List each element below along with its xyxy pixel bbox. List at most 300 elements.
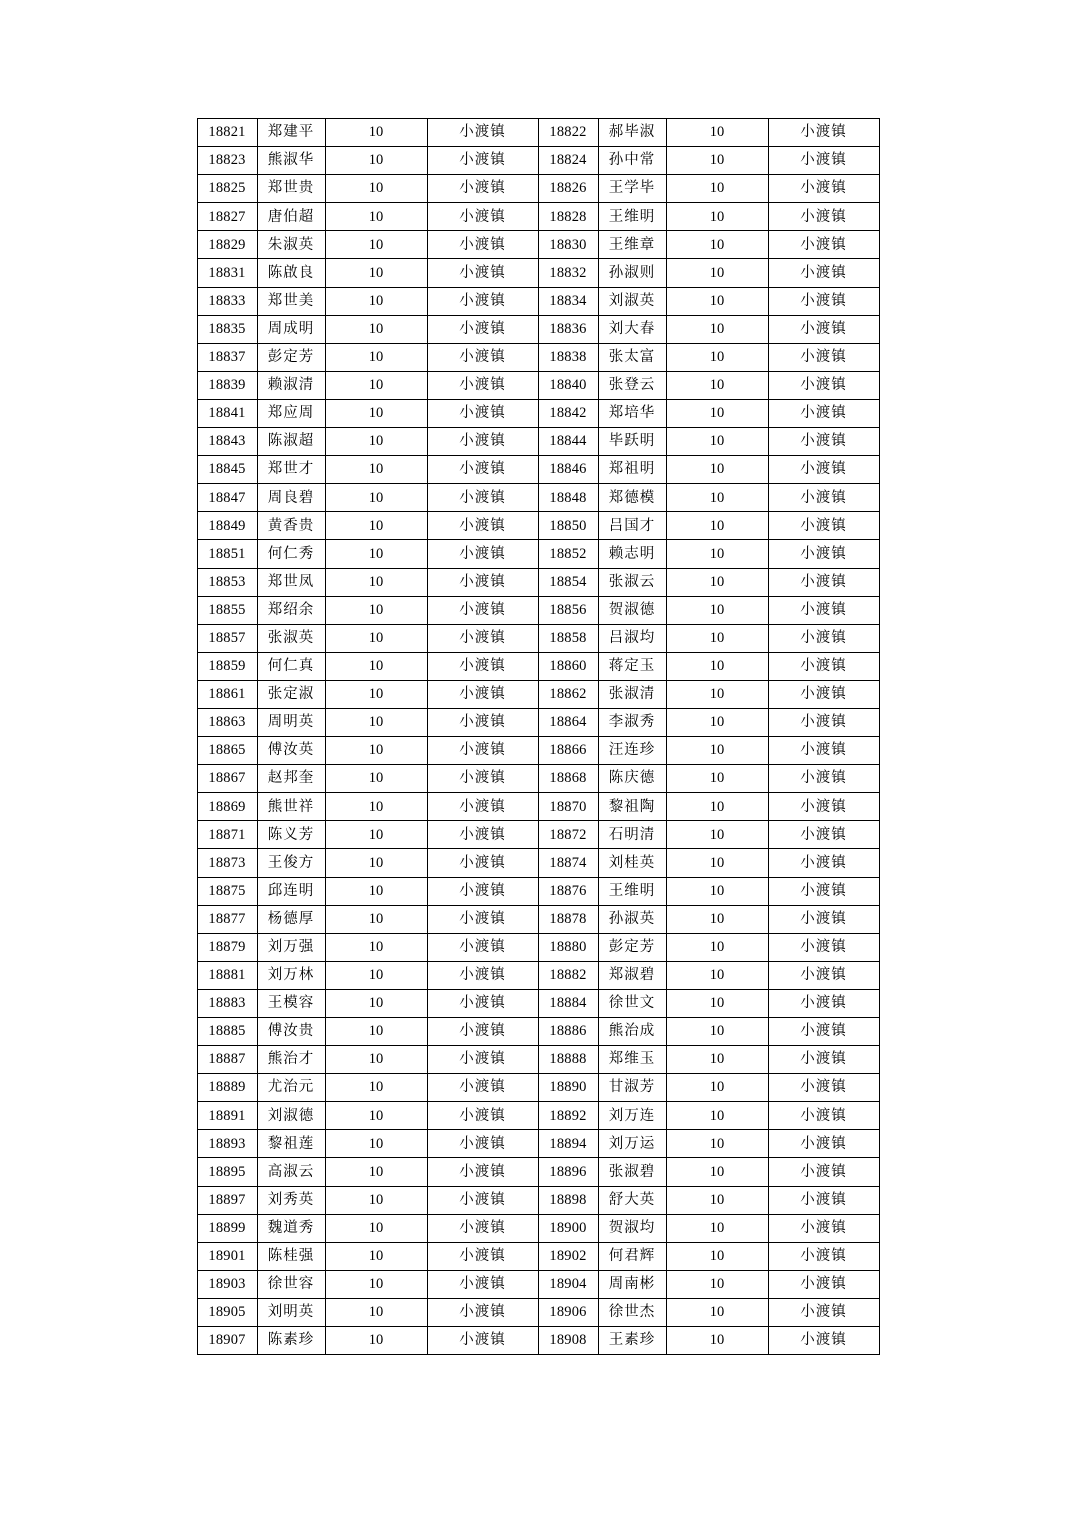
- cell-name: 贺淑均: [598, 1214, 666, 1242]
- cell-name: 陈啟良: [257, 259, 325, 287]
- cell-amount: 10: [325, 1046, 427, 1074]
- cell-amount: 10: [666, 315, 768, 343]
- cell-town: 小渡镇: [768, 399, 879, 427]
- table-row: [197, 1074, 879, 1102]
- cell-amount: 10: [325, 877, 427, 905]
- cell-id: 18864: [538, 708, 598, 736]
- table-row: [197, 1102, 879, 1130]
- cell-amount: 10: [666, 287, 768, 315]
- cell-id: 18832: [538, 259, 598, 287]
- cell-id: 18882: [538, 961, 598, 989]
- roster-table: [197, 118, 880, 1355]
- cell-id: 18824: [538, 147, 598, 175]
- cell-town: 小渡镇: [427, 231, 538, 259]
- cell-amount: 10: [325, 287, 427, 315]
- cell-id: 18858: [538, 624, 598, 652]
- cell-town: 小渡镇: [768, 428, 879, 456]
- cell-amount: 10: [325, 119, 427, 147]
- cell-amount: 10: [666, 175, 768, 203]
- cell-amount: 10: [325, 821, 427, 849]
- cell-town: 小渡镇: [768, 484, 879, 512]
- cell-id: 18902: [538, 1242, 598, 1270]
- table-row: [197, 1242, 879, 1270]
- cell-id: 18848: [538, 484, 598, 512]
- cell-id: 18855: [197, 596, 257, 624]
- cell-id: 18881: [197, 961, 257, 989]
- cell-town: 小渡镇: [768, 287, 879, 315]
- cell-town: 小渡镇: [427, 1018, 538, 1046]
- cell-id: 18831: [197, 259, 257, 287]
- cell-town: 小渡镇: [427, 568, 538, 596]
- cell-name: 高淑云: [257, 1158, 325, 1186]
- table-row: [197, 1298, 879, 1326]
- cell-amount: 10: [666, 371, 768, 399]
- cell-town: 小渡镇: [768, 147, 879, 175]
- cell-id: 18859: [197, 652, 257, 680]
- cell-town: 小渡镇: [427, 877, 538, 905]
- cell-id: 18904: [538, 1270, 598, 1298]
- cell-name: 张太富: [598, 343, 666, 371]
- cell-name: 陈桂强: [257, 1242, 325, 1270]
- cell-name: 陈淑超: [257, 428, 325, 456]
- cell-id: 18876: [538, 877, 598, 905]
- cell-id: 18874: [538, 849, 598, 877]
- table-row: [197, 259, 879, 287]
- cell-town: 小渡镇: [768, 1102, 879, 1130]
- cell-name: 舒大英: [598, 1186, 666, 1214]
- cell-amount: 10: [325, 1074, 427, 1102]
- cell-id: 18839: [197, 371, 257, 399]
- cell-town: 小渡镇: [427, 428, 538, 456]
- cell-amount: 10: [666, 231, 768, 259]
- cell-town: 小渡镇: [427, 540, 538, 568]
- cell-id: 18898: [538, 1186, 598, 1214]
- table-row: [197, 821, 879, 849]
- cell-name: 周明英: [257, 708, 325, 736]
- cell-id: 18880: [538, 933, 598, 961]
- table-row: [197, 147, 879, 175]
- cell-id: 18907: [197, 1327, 257, 1355]
- cell-town: 小渡镇: [768, 175, 879, 203]
- cell-name: 郑应周: [257, 399, 325, 427]
- cell-name: 刘淑英: [598, 287, 666, 315]
- cell-name: 熊治成: [598, 1018, 666, 1046]
- cell-id: 18887: [197, 1046, 257, 1074]
- cell-amount: 10: [325, 624, 427, 652]
- cell-id: 18885: [197, 1018, 257, 1046]
- cell-name: 徐世容: [257, 1270, 325, 1298]
- cell-amount: 10: [325, 905, 427, 933]
- cell-id: 18849: [197, 512, 257, 540]
- cell-amount: 10: [325, 371, 427, 399]
- cell-amount: 10: [666, 765, 768, 793]
- cell-id: 18871: [197, 821, 257, 849]
- cell-amount: 10: [666, 821, 768, 849]
- cell-name: 王素珍: [598, 1327, 666, 1355]
- cell-amount: 10: [666, 399, 768, 427]
- cell-id: 18889: [197, 1074, 257, 1102]
- cell-town: 小渡镇: [768, 1186, 879, 1214]
- cell-town: 小渡镇: [768, 680, 879, 708]
- cell-amount: 10: [325, 708, 427, 736]
- cell-name: 陈义芳: [257, 821, 325, 849]
- cell-id: 18833: [197, 287, 257, 315]
- cell-amount: 10: [666, 1074, 768, 1102]
- cell-town: 小渡镇: [768, 652, 879, 680]
- cell-id: 18860: [538, 652, 598, 680]
- cell-town: 小渡镇: [768, 849, 879, 877]
- cell-town: 小渡镇: [768, 877, 879, 905]
- cell-name: 黎祖陶: [598, 793, 666, 821]
- cell-amount: 10: [325, 1242, 427, 1270]
- table-row: [197, 568, 879, 596]
- cell-amount: 10: [666, 905, 768, 933]
- cell-amount: 10: [666, 568, 768, 596]
- cell-id: 18850: [538, 512, 598, 540]
- cell-amount: 10: [325, 680, 427, 708]
- cell-amount: 10: [666, 1130, 768, 1158]
- cell-id: 18828: [538, 203, 598, 231]
- cell-id: 18825: [197, 175, 257, 203]
- cell-name: 彭定芳: [257, 343, 325, 371]
- cell-town: 小渡镇: [768, 1046, 879, 1074]
- cell-id: 18851: [197, 540, 257, 568]
- cell-town: 小渡镇: [427, 1074, 538, 1102]
- cell-town: 小渡镇: [427, 512, 538, 540]
- cell-id: 18900: [538, 1214, 598, 1242]
- cell-name: 熊世祥: [257, 793, 325, 821]
- cell-town: 小渡镇: [427, 793, 538, 821]
- cell-amount: 10: [325, 399, 427, 427]
- cell-town: 小渡镇: [768, 456, 879, 484]
- cell-amount: 10: [666, 961, 768, 989]
- cell-name: 郑世美: [257, 287, 325, 315]
- cell-town: 小渡镇: [427, 1158, 538, 1186]
- cell-amount: 10: [325, 596, 427, 624]
- cell-amount: 10: [325, 456, 427, 484]
- cell-amount: 10: [666, 933, 768, 961]
- cell-amount: 10: [325, 1214, 427, 1242]
- table-row: [197, 1214, 879, 1242]
- cell-amount: 10: [325, 1298, 427, 1326]
- cell-id: 18865: [197, 737, 257, 765]
- cell-id: 18822: [538, 119, 598, 147]
- table-row: [197, 680, 879, 708]
- cell-name: 郑绍余: [257, 596, 325, 624]
- cell-id: 18835: [197, 315, 257, 343]
- cell-name: 郑祖明: [598, 456, 666, 484]
- cell-name: 孙中常: [598, 147, 666, 175]
- cell-amount: 10: [325, 652, 427, 680]
- table-row: [197, 203, 879, 231]
- cell-name: 徐世文: [598, 989, 666, 1017]
- cell-amount: 10: [325, 231, 427, 259]
- cell-name: 朱淑英: [257, 231, 325, 259]
- table-row: [197, 1018, 879, 1046]
- cell-town: 小渡镇: [427, 203, 538, 231]
- cell-id: 18868: [538, 765, 598, 793]
- cell-name: 王维明: [598, 877, 666, 905]
- cell-id: 18895: [197, 1158, 257, 1186]
- cell-name: 刘秀英: [257, 1186, 325, 1214]
- table-row: [197, 1270, 879, 1298]
- cell-name: 郑世凤: [257, 568, 325, 596]
- cell-id: 18899: [197, 1214, 257, 1242]
- cell-amount: 10: [666, 1214, 768, 1242]
- cell-amount: 10: [325, 765, 427, 793]
- cell-town: 小渡镇: [768, 905, 879, 933]
- cell-name: 汪连珍: [598, 737, 666, 765]
- cell-id: 18853: [197, 568, 257, 596]
- cell-id: 18854: [538, 568, 598, 596]
- cell-id: 18863: [197, 708, 257, 736]
- cell-name: 蒋定玉: [598, 652, 666, 680]
- cell-id: 18862: [538, 680, 598, 708]
- cell-id: 18826: [538, 175, 598, 203]
- table-row: [197, 231, 879, 259]
- table-row: [197, 1327, 879, 1355]
- cell-amount: 10: [666, 203, 768, 231]
- cell-id: 18852: [538, 540, 598, 568]
- cell-name: 熊治才: [257, 1046, 325, 1074]
- cell-name: 黎祖莲: [257, 1130, 325, 1158]
- cell-town: 小渡镇: [768, 821, 879, 849]
- cell-amount: 10: [666, 680, 768, 708]
- cell-name: 王俊方: [257, 849, 325, 877]
- cell-town: 小渡镇: [768, 259, 879, 287]
- cell-name: 郝毕淑: [598, 119, 666, 147]
- cell-amount: 10: [325, 1270, 427, 1298]
- table-row: [197, 933, 879, 961]
- cell-town: 小渡镇: [768, 119, 879, 147]
- cell-id: 18879: [197, 933, 257, 961]
- cell-name: 张淑碧: [598, 1158, 666, 1186]
- cell-name: 周良碧: [257, 484, 325, 512]
- cell-name: 赖淑清: [257, 371, 325, 399]
- cell-amount: 10: [666, 1102, 768, 1130]
- cell-name: 王模容: [257, 989, 325, 1017]
- cell-town: 小渡镇: [427, 1270, 538, 1298]
- roster-table-body: [197, 119, 879, 1355]
- cell-id: 18903: [197, 1270, 257, 1298]
- table-row: [197, 315, 879, 343]
- table-row: [197, 456, 879, 484]
- cell-amount: 10: [666, 1186, 768, 1214]
- table-row: [197, 737, 879, 765]
- cell-amount: 10: [666, 596, 768, 624]
- cell-name: 张淑英: [257, 624, 325, 652]
- cell-town: 小渡镇: [427, 596, 538, 624]
- cell-amount: 10: [666, 119, 768, 147]
- cell-town: 小渡镇: [768, 933, 879, 961]
- cell-town: 小渡镇: [768, 203, 879, 231]
- cell-id: 18901: [197, 1242, 257, 1270]
- cell-town: 小渡镇: [768, 231, 879, 259]
- cell-name: 尤治元: [257, 1074, 325, 1102]
- cell-town: 小渡镇: [768, 793, 879, 821]
- cell-amount: 10: [325, 315, 427, 343]
- cell-name: 赖志明: [598, 540, 666, 568]
- cell-id: 18891: [197, 1102, 257, 1130]
- table-row: [197, 765, 879, 793]
- cell-name: 刘大春: [598, 315, 666, 343]
- cell-amount: 10: [325, 793, 427, 821]
- cell-town: 小渡镇: [427, 343, 538, 371]
- cell-id: 18842: [538, 399, 598, 427]
- table-row: [197, 287, 879, 315]
- cell-town: 小渡镇: [768, 540, 879, 568]
- cell-town: 小渡镇: [768, 1242, 879, 1270]
- table-row: [197, 1130, 879, 1158]
- cell-town: 小渡镇: [427, 399, 538, 427]
- cell-id: 18857: [197, 624, 257, 652]
- cell-name: 李淑秀: [598, 708, 666, 736]
- cell-id: 18829: [197, 231, 257, 259]
- cell-name: 郑培华: [598, 399, 666, 427]
- cell-id: 18844: [538, 428, 598, 456]
- cell-id: 18847: [197, 484, 257, 512]
- cell-amount: 10: [325, 568, 427, 596]
- cell-id: 18827: [197, 203, 257, 231]
- cell-name: 王维明: [598, 203, 666, 231]
- cell-amount: 10: [325, 1018, 427, 1046]
- cell-id: 18873: [197, 849, 257, 877]
- cell-id: 18843: [197, 428, 257, 456]
- cell-name: 郑维玉: [598, 1046, 666, 1074]
- table-row: [197, 399, 879, 427]
- cell-amount: 10: [666, 1327, 768, 1355]
- cell-town: 小渡镇: [768, 1074, 879, 1102]
- cell-id: 18841: [197, 399, 257, 427]
- cell-amount: 10: [666, 259, 768, 287]
- cell-id: 18892: [538, 1102, 598, 1130]
- cell-name: 刘万林: [257, 961, 325, 989]
- cell-name: 郑德模: [598, 484, 666, 512]
- cell-name: 刘淑德: [257, 1102, 325, 1130]
- cell-town: 小渡镇: [768, 315, 879, 343]
- cell-town: 小渡镇: [427, 484, 538, 512]
- cell-amount: 10: [666, 540, 768, 568]
- cell-id: 18905: [197, 1298, 257, 1326]
- cell-id: 18890: [538, 1074, 598, 1102]
- cell-town: 小渡镇: [427, 849, 538, 877]
- cell-name: 赵邦奎: [257, 765, 325, 793]
- cell-name: 刘万运: [598, 1130, 666, 1158]
- cell-amount: 10: [666, 1158, 768, 1186]
- cell-id: 18821: [197, 119, 257, 147]
- cell-id: 18856: [538, 596, 598, 624]
- cell-id: 18877: [197, 905, 257, 933]
- cell-amount: 10: [325, 259, 427, 287]
- cell-id: 18875: [197, 877, 257, 905]
- cell-amount: 10: [666, 512, 768, 540]
- cell-amount: 10: [325, 147, 427, 175]
- cell-town: 小渡镇: [427, 287, 538, 315]
- cell-id: 18872: [538, 821, 598, 849]
- table-row: [197, 1158, 879, 1186]
- cell-id: 18823: [197, 147, 257, 175]
- table-row: [197, 989, 879, 1017]
- cell-town: 小渡镇: [427, 259, 538, 287]
- cell-name: 王维章: [598, 231, 666, 259]
- cell-name: 唐伯超: [257, 203, 325, 231]
- cell-amount: 10: [325, 961, 427, 989]
- cell-name: 彭定芳: [598, 933, 666, 961]
- cell-town: 小渡镇: [768, 765, 879, 793]
- table-row: [197, 652, 879, 680]
- cell-amount: 10: [325, 512, 427, 540]
- cell-name: 张登云: [598, 371, 666, 399]
- cell-id: 18884: [538, 989, 598, 1017]
- cell-amount: 10: [325, 203, 427, 231]
- cell-town: 小渡镇: [427, 1242, 538, 1270]
- cell-town: 小渡镇: [427, 708, 538, 736]
- table-row: [197, 175, 879, 203]
- table-row: [197, 343, 879, 371]
- cell-name: 郑淑碧: [598, 961, 666, 989]
- cell-id: 18878: [538, 905, 598, 933]
- cell-name: 傅汝贵: [257, 1018, 325, 1046]
- cell-name: 王学毕: [598, 175, 666, 203]
- cell-amount: 10: [325, 1186, 427, 1214]
- table-row: [197, 371, 879, 399]
- cell-town: 小渡镇: [427, 1186, 538, 1214]
- table-row: [197, 119, 879, 147]
- cell-town: 小渡镇: [427, 147, 538, 175]
- table-row: [197, 540, 879, 568]
- cell-id: 18861: [197, 680, 257, 708]
- cell-amount: 10: [666, 456, 768, 484]
- cell-id: 18837: [197, 343, 257, 371]
- cell-amount: 10: [325, 343, 427, 371]
- cell-town: 小渡镇: [427, 1102, 538, 1130]
- cell-amount: 10: [666, 793, 768, 821]
- cell-town: 小渡镇: [768, 737, 879, 765]
- cell-town: 小渡镇: [427, 821, 538, 849]
- cell-town: 小渡镇: [427, 315, 538, 343]
- cell-name: 熊淑华: [257, 147, 325, 175]
- cell-amount: 10: [325, 1130, 427, 1158]
- cell-amount: 10: [666, 877, 768, 905]
- cell-id: 18906: [538, 1298, 598, 1326]
- cell-town: 小渡镇: [768, 1130, 879, 1158]
- cell-amount: 10: [666, 1046, 768, 1074]
- cell-name: 郑建平: [257, 119, 325, 147]
- cell-id: 18838: [538, 343, 598, 371]
- cell-town: 小渡镇: [768, 1158, 879, 1186]
- cell-town: 小渡镇: [427, 1327, 538, 1355]
- cell-town: 小渡镇: [427, 1214, 538, 1242]
- cell-name: 刘明英: [257, 1298, 325, 1326]
- cell-name: 郑世贵: [257, 175, 325, 203]
- cell-town: 小渡镇: [427, 680, 538, 708]
- cell-amount: 10: [325, 428, 427, 456]
- cell-name: 杨德厚: [257, 905, 325, 933]
- cell-name: 黄香贵: [257, 512, 325, 540]
- cell-id: 18866: [538, 737, 598, 765]
- cell-name: 张淑云: [598, 568, 666, 596]
- cell-town: 小渡镇: [768, 1270, 879, 1298]
- cell-amount: 10: [666, 1242, 768, 1270]
- table-row: [197, 428, 879, 456]
- cell-name: 何仁秀: [257, 540, 325, 568]
- cell-id: 18870: [538, 793, 598, 821]
- table-row: [197, 512, 879, 540]
- cell-amount: 10: [666, 147, 768, 175]
- cell-name: 甘淑芳: [598, 1074, 666, 1102]
- cell-town: 小渡镇: [427, 652, 538, 680]
- cell-amount: 10: [666, 737, 768, 765]
